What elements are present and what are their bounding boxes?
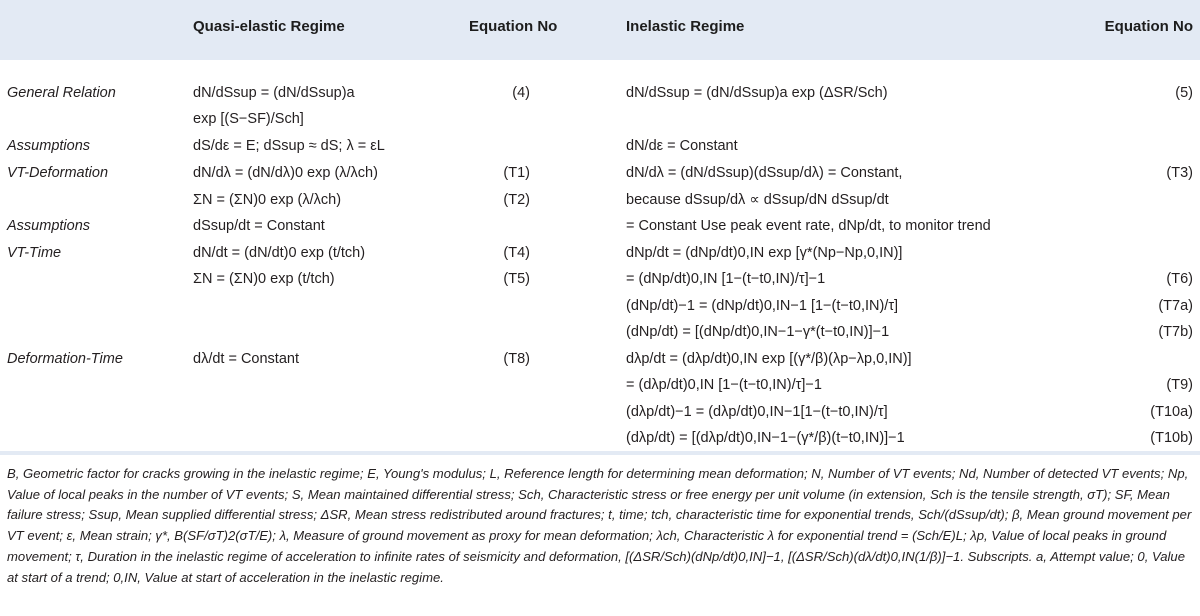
header-equation-no-1: Equation No: [469, 18, 558, 35]
row-label: VT-Time: [7, 245, 62, 261]
inelastic-equation: because dSsup/dλ ∝ dSsup/dN dSsup/dt: [626, 192, 889, 208]
inelastic-equation: dλp/dt = (dλp/dt)0,IN exp [(γ*/β)(λp−λp,0,IN)]: [626, 351, 912, 367]
inelastic-equation-number: (T6): [1166, 271, 1193, 287]
quasi-elastic-equation: dSsup/dt = Constant: [193, 218, 325, 234]
inelastic-equation: (dNp/dt)−1 = (dNp/dt)0,IN−1 [1−(t−t0,IN)/τ]: [626, 298, 899, 314]
header-equation-no-2: Equation No: [1104, 18, 1193, 35]
inelastic-equation-number: (T7b): [1158, 324, 1193, 340]
inelastic-equation: (dλp/dt)−1 = (dλp/dt)0,IN−1[1−(t−t0,IN)/τ]: [626, 404, 888, 420]
header-inelastic: Inelastic Regime: [626, 18, 745, 35]
quasi-elastic-equation: dλ/dt = Constant: [193, 351, 299, 367]
inelastic-equation-number: (T10b): [1150, 430, 1193, 446]
row-label: Assumptions: [7, 138, 91, 154]
table-bottom-rule: [0, 451, 1200, 455]
quasi-elastic-equation: dN/dSsup = (dN/dSsup)a: [193, 85, 355, 101]
quasi-equation-number: (T5): [503, 271, 530, 287]
inelastic-equation: dNp/dt = (dNp/dt)0,IN exp [γ*(Np−Np,0,IN)]: [626, 245, 903, 261]
inelastic-equation: = (dNp/dt)0,IN [1−(t−t0,IN)/τ]−1: [626, 271, 826, 287]
row-label: General Relation: [7, 85, 116, 101]
header-quasi-elastic: Quasi-elastic Regime: [193, 18, 345, 35]
inelastic-equation: dN/dε = Constant: [626, 138, 738, 154]
header-band: [0, 0, 1200, 60]
quasi-elastic-equation: dS/dε = E; dSsup ≈ dS; λ = εL: [193, 138, 385, 154]
inelastic-equation: (dλp/dt) = [(dλp/dt)0,IN−1−(γ*/β)(t−t0,IN)]−1: [626, 430, 905, 446]
quasi-equation-number: (T1): [503, 165, 530, 181]
inelastic-equation: = (dλp/dt)0,IN [1−(t−t0,IN)/τ]−1: [626, 377, 822, 393]
table-footnote: B, Geometric factor for cracks growing in the inelastic regime; E, Young's modulus; L, Reference length for determining mean deformation; N, Number of VT events; Nd, Number of detected VT events; Np, Value of local peaks in the number of VT events; S, Mean maintained differential stress; Sch, Characteristic stress or free energy per unit volume (in extension, Sch is the tensile strength, σT); SF, Mean failure stress; Ssup, Mean supplied differential stress; ΔSR, Mean stress redistributed around fractures; t, time; tch, characteristic time for exponential trends, Sch/(dSsup/dt); β, Mean ground movement per VT event; ε, Mean strain; γ*, B(SF/σT)2(σT/E); λ, Measure of ground movement as proxy for mean deformation; λch, Characteristic λ for exponential trend = (Sch/E)L; λp, Value of local peaks in ground movement; τ, Duration in the inelastic regime of acceleration to infinite rates of seismicity and deformation, [(ΔSR/Sch)(dNp/dt)0,IN]−1, [(ΔSR/Sch)(dλ/dt)0,IN(1/β)]−1. Subscripts. a, Attempt value; 0, Value at start of a trend; 0,IN, Value at start of acceleration in the inelastic regime.: [7, 466, 1192, 585]
quasi-equation-number: (T4): [503, 245, 530, 261]
inelastic-equation-number: (5): [1175, 85, 1193, 101]
quasi-elastic-equation: ΣN = (ΣN)0 exp (t/tch): [193, 271, 335, 287]
quasi-equation-number: (T2): [503, 192, 530, 208]
inelastic-equation: dN/dλ = (dN/dSsup)(dSsup/dλ) = Constant,: [626, 165, 903, 181]
inelastic-equation: dN/dSsup = (dN/dSsup)a exp (ΔSR/Sch): [626, 85, 888, 101]
inelastic-equation-number: (T3): [1166, 165, 1193, 181]
inelastic-equation: = Constant Use peak event rate, dNp/dt, to monitor trend: [626, 218, 991, 234]
quasi-elastic-equation: dN/dt = (dN/dt)0 exp (t/tch): [193, 245, 366, 261]
quasi-elastic-equation: exp [(S−SF)/Sch]: [193, 111, 304, 127]
inelastic-equation-number: (T7a): [1158, 298, 1193, 314]
inelastic-equation-number: (T10a): [1150, 404, 1193, 420]
quasi-elastic-equation: ΣN = (ΣN)0 exp (λ/λch): [193, 192, 342, 208]
row-label: Deformation-Time: [7, 351, 123, 367]
inelastic-equation: (dNp/dt) = [(dNp/dt)0,IN−1−γ*(t−t0,IN)]−1: [626, 324, 890, 340]
quasi-elastic-equation: dN/dλ = (dN/dλ)0 exp (λ/λch): [193, 165, 378, 181]
inelastic-equation-number: (T9): [1166, 377, 1193, 393]
row-label: VT-Deformation: [7, 165, 109, 181]
quasi-equation-number: (4): [512, 85, 530, 101]
row-label: Assumptions: [7, 218, 91, 234]
quasi-equation-number: (T8): [503, 351, 530, 367]
